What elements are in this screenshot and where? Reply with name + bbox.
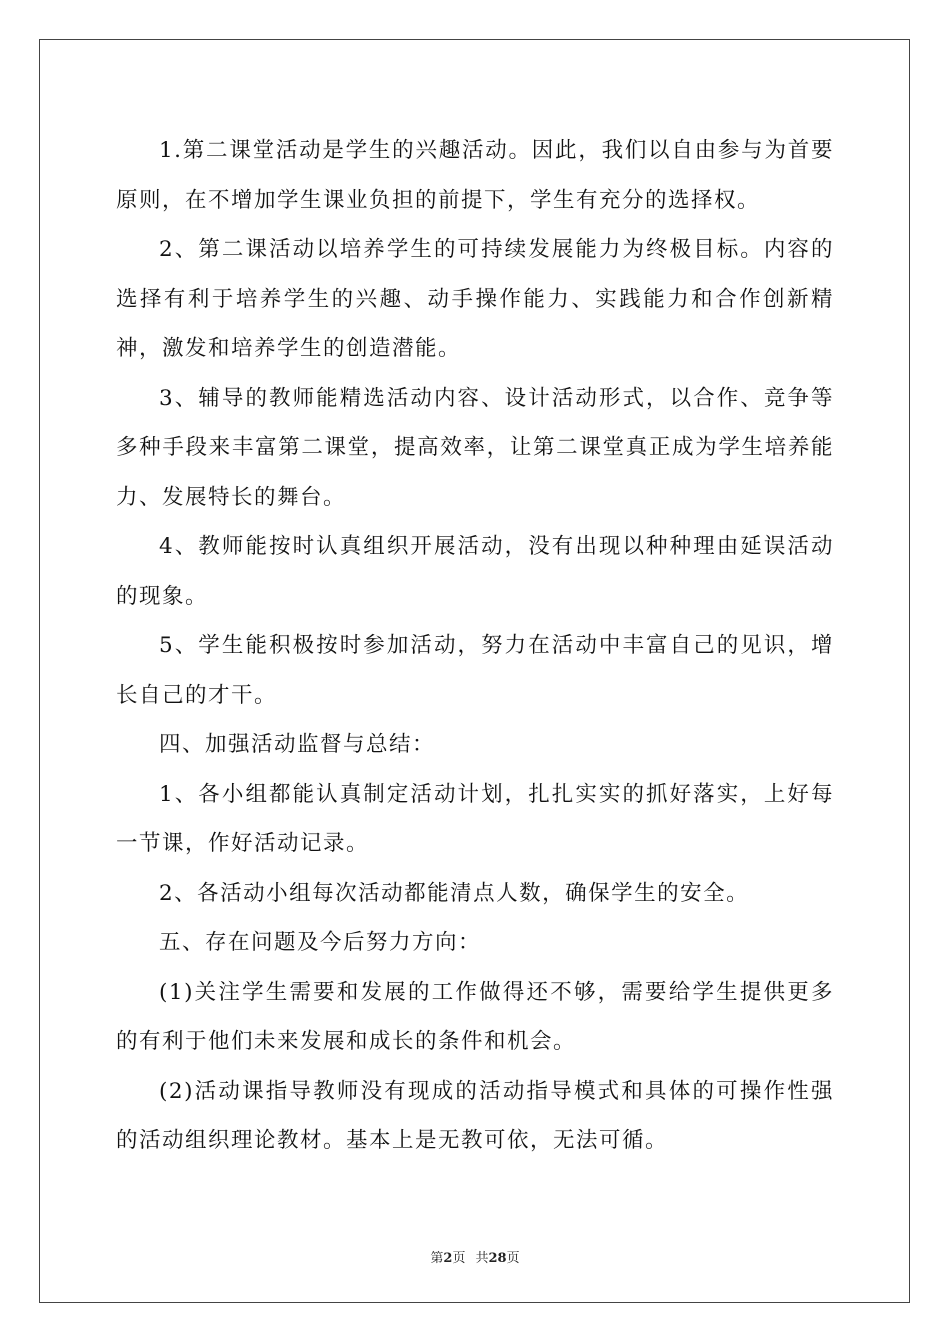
paragraph-8: (1)关注学生需要和发展的工作做得还不够，需要给学生提供更多的有利于他们未来发展和成长的条件和机会。 — [116, 979, 834, 1054]
footer-total-suffix: 页 — [506, 1251, 520, 1266]
footer-page-suffix: 页 — [452, 1251, 466, 1266]
paragraph-3: 3、辅导的教师能精选活动内容、设计活动形式，以合作、竞争等多种手段来丰富第二课堂，提高效率，让第二课堂真正成为学生培养能力、发展特长的舞台。 — [116, 385, 834, 510]
paragraph-6: 1、各小组都能认真制定活动计划，扎扎实实的抓好落实，上好每一节课，作好活动记录。 — [116, 781, 834, 856]
footer-page-prefix: 第 — [430, 1251, 444, 1266]
paragraph-2: 2、第二课活动以培养学生的可持续发展能力为终极目标。内容的选择有利于培养学生的兴趣、动手操作能力、实践能力和合作创新精神，激发和培养学生的创造潜能。 — [116, 237, 834, 361]
section-heading-5: 五、存在问题及今后努力方向： — [159, 930, 482, 955]
section-heading-4: 四、加强活动监督与总结： — [159, 732, 436, 757]
footer-total-pages: 28 — [488, 1251, 507, 1266]
paragraph-4: 4、教师能按时认真组织开展活动，没有出现以种种理由延误活动的现象。 — [116, 534, 834, 609]
document-body — [116, 126, 834, 1166]
paragraph-9: (2)活动课指导教师没有现成的活动指导模式和具体的可操作性强的活动组织理论教材。基本上是无教可依，无法可循。 — [116, 1078, 834, 1153]
footer-page-number: 2 — [443, 1251, 453, 1266]
page-footer — [0, 1247, 950, 1266]
footer-total-prefix: 共 — [475, 1251, 489, 1266]
paragraph-5: 5、学生能积极按时参加活动，努力在活动中丰富自己的见识，增长自己的才干。 — [116, 633, 834, 708]
paragraph-7: 2、各活动小组每次活动都能清点人数，确保学生的安全。 — [159, 880, 750, 906]
paragraph-1: 1.第二课堂活动是学生的兴趣活动。因此，我们以自由参与为首要原则，在不增加学生课业负担的前提下，学生有充分的选择权。 — [116, 138, 834, 213]
